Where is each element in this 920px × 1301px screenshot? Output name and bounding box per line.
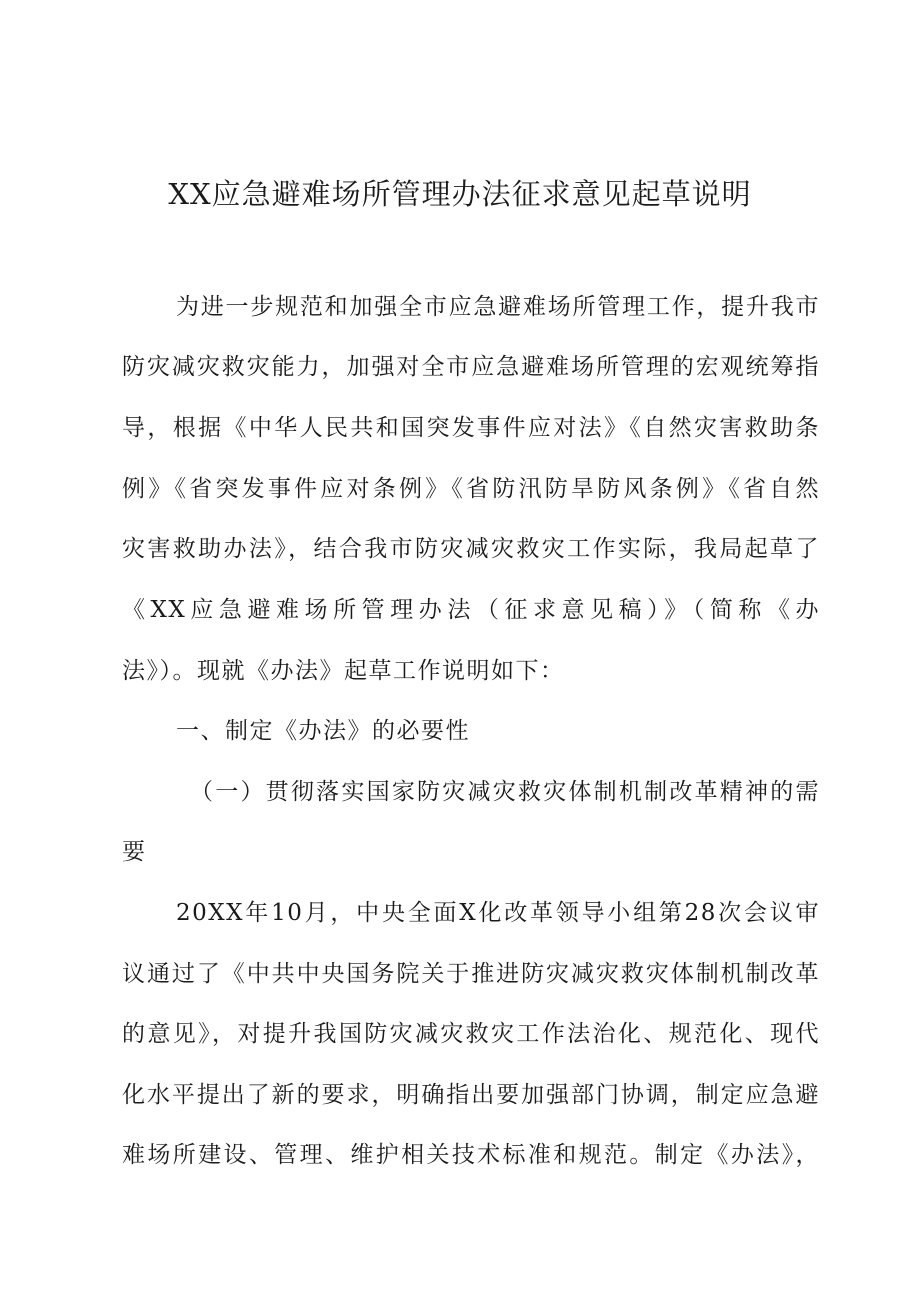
body-line-1: 20XX年10月，中央全面X化改革领导小组第28次会议审: [176, 900, 820, 926]
body-line-5: 难场所建设、管理、维护相关技术标准和规范。制定《办法》，: [122, 1142, 820, 1168]
subsection-heading-line-2: 要: [122, 839, 147, 865]
intro-line-6: 《XX应急避难场所管理办法（征求意见稿）》（简称《办: [122, 597, 820, 623]
intro-line-7: 法》）。现就《办法》起草工作说明如下：: [122, 658, 565, 684]
document-title: XX应急避难场所管理办法征求意见起草说明: [168, 177, 752, 211]
subsection-heading-line-1: （一）贯彻落实国家防灾减灾救灾体制机制改革精神的需: [190, 779, 820, 805]
intro-line-1: 为进一步规范和加强全市应急避难场所管理工作，提升我市: [176, 294, 820, 320]
intro-line-3: 导，根据《中华人民共和国突发事件应对法》《自然灾害救助条: [122, 415, 820, 441]
section-heading: 一、制定《办法》的必要性: [176, 718, 470, 744]
intro-line-4: 例》《省突发事件应对条例》《省防汛防旱防风条例》《省自然: [122, 476, 820, 502]
body-line-4: 化水平提出了新的要求，明确指出要加强部门协调，制定应急避: [122, 1082, 820, 1108]
body-line-2: 议通过了《中共中央国务院关于推进防灾减灾救灾体制机制改革: [122, 961, 820, 987]
body-line-3: 的意见》，对提升我国防灾减灾救灾工作法治化、规范化、现代: [122, 1021, 820, 1047]
intro-line-5: 灾害救助办法》，结合我市防灾减灾救灾工作实际，我局起草了: [122, 536, 820, 562]
intro-line-2: 防灾减灾救灾能力，加强对全市应急避难场所管理的宏观统筹指: [122, 354, 820, 380]
